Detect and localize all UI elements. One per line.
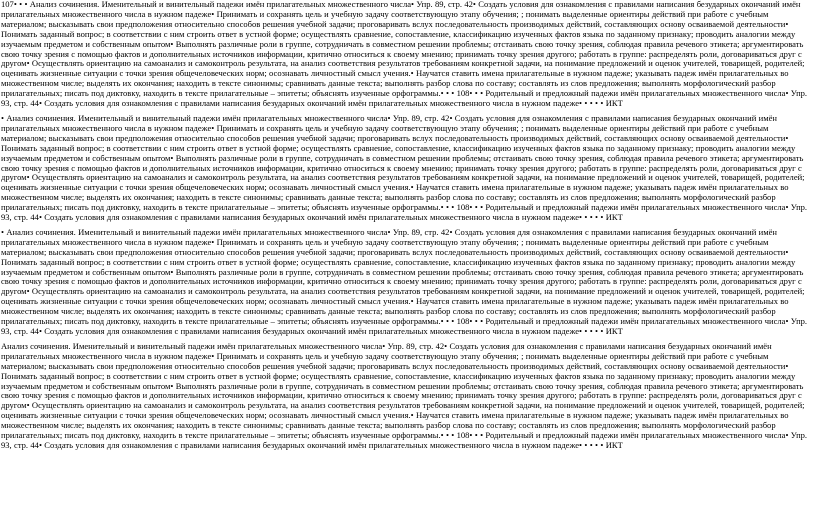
text-block-4: Анализ сочинения. Именительный и винительный падежи имён прилагательных множественного числа• Упр. 89, стр. 42• Создать условия для ознакомления с правилами написания безударных окончаний имён прилагательных множественного числа в нужном падеже• Принимать и сохранять цель и учебную задачу соответствующую этапу обучения; ; понимать выделенные ориентиры действий при работе с учебным материалом; высказывать свои предположения относительно способов решения учебной задачи; проговаривать вслух последовательность производимых действий, составляющих основу осваиваемой деятельности• Понимать заданный вопрос; в соответствии с ним строить ответ в устной форме; осуществлять сравнение, сопоставление, классификацию изученных фактов языка по заданному признаку; проводить аналогии между изучаемым предметом и собственным опытом• Выполнять различные роли в группе, сотрудничать в совместном решении проблемы; отстаивать свою точку зрения, соблюдая правила речевого этикета; аргументировать свою точку зрения с помощью фактов и дополнительных источников информации, критично относиться к своему мнению; принимать точку зрения другого; работать в группе: распределять роли, договариваться друг с другом• Осуществлять ориентацию на самоанализ и самоконтроль результата, на анализ соответствия результатов требованиям конкретной задачи, на понимание предложений и оценок учителей, товарищей, родителей; оценивать жизненные ситуации с точки зрения общечеловеческих норм; осознавать личностный смысл учения.• Научатся ставить имена прилагательные в нужном падеже; указывать падеж имён прилагательных во множественном числе; выделять их окончания; находить в тексте синонимы; сравнивать данные текста; выполнять разбор слова по составу; составлять из слов предложения; выполнять морфологический разбор прилагательных; писать под диктовку, находить в тексте прилагательные – эпитеты; объяснять изученные орфограммы.• • • 108• • • Родительный и предложный падежи имён прилагательных множественного числа• Упр. 93, стр. 44• Создать условия для ознакомления с правилами написания безударных окончаний имён прилагательных множественного числа в нужном падеже• • • • • ИКТ <box>1 340 808 450</box>
text-block-1: 107• • • Анализ сочинения. Именительный и винительный падежи имён прилагательных множественного числа• Упр. 89, стр. 42• Создать условия для ознакомления с правилами написания безударных окончаний имён прилагательных множественного числа в нужном падеже• Принимать и сохранять цель и учебную задачу соответствующую этапу обучения; ; понимать выделенные ориентиры действий при работе с учебным материалом; высказывать свои предположения относительно способов решения учебной задачи; проговаривать вслух последовательность производимых действий, составляющих основу осваиваемой деятельности• Понимать заданный вопрос; в соответствии с ним строить ответ в устной форме; осуществлять сравнение, сопоставление, классификацию изученных фактов языка по заданному признаку; проводить аналогии между изучаемым предметом и собственным опытом• Выполнять различные роли в группе, сотрудничать в совместном решении проблемы; отстаивать свою точку зрения, соблюдая правила речевого этикета; аргументировать свою точку зрения с помощью фактов и дополнительных источников информации, критично относиться к своему мнению; принимать точку зрения другого; работать в группе: распределять роли, договариваться друг с другом• Осуществлять ориентацию на самоанализ и самоконтроль результата, на анализ соответствия результатов требованиям конкретной задачи, на понимание предложений и оценок учителей, товарищей, родителей; оценивать жизненные ситуации с точки зрения общечеловеческих норм; осознавать личностный смысл учения.• Научатся ставить имена прилагательные в нужном падеже; указывать падеж имён прилагательных во множественном числе; выделять их окончания; находить в тексте синонимы; сравнивать данные текста; выполнять разбор слова по составу; составлять из слов предложения; выполнять морфологический разбор прилагательных; писать под диктовку, находить в тексте прилагательные – эпитеты; объяснять изученные орфограммы.• • • 108• • • Родительный и предложный падежи имён прилагательных множественного числа• Упр. 93, стр. 44• Создать условия для ознакомления с правилами написания безударных окончаний имён прилагательных множественного числа в нужном падеже• • • • • ИКТ <box>1 0 808 109</box>
text-block-2: • Анализ сочинения. Именительный и винительный падежи имён прилагательных множественного числа• Упр. 89, стр. 42• Создать условия для ознакомления с правилами написания безударных окончаний имён прилагательных множественного числа в нужном падеже• Принимать и сохранять цель и учебную задачу соответствующую этапу обучения; ; понимать выделенные ориентиры действий при работе с учебным материалом; высказывать свои предположения относительно способов решения учебной задачи; проговаривать вслух последовательность производимых действий, составляющих основу осваиваемой деятельности• Понимать заданный вопрос; в соответствии с ним строить ответ в устной форме; осуществлять сравнение, сопоставление, классификацию изученных фактов языка по заданному признаку; проводить аналогии между изучаемым предметом и собственным опытом• Выполнять различные роли в группе, сотрудничать в совместном решении проблемы; отстаивать свою точку зрения, соблюдая правила речевого этикета; аргументировать свою точку зрения с помощью фактов и дополнительных источников информации, критично относиться к своему мнению; принимать точку зрения другого; работать в группе: распределять роли, договариваться друг с другом• Осуществлять ориентацию на самоанализ и самоконтроль результата, на анализ соответствия результатов требованиям конкретной задачи, на понимание предложений и оценок учителей, товарищей, родителей; оценивать жизненные ситуации с точки зрения общечеловеческих норм; осознавать личностный смысл учения.• Научатся ставить имена прилагательные в нужном падеже; указывать падеж имён прилагательных во множественном числе; выделять их окончания; находить в тексте синонимы; сравнивать данные текста; выполнять разбор слова по составу; составлять из слов предложения; выполнять морфологический разбор прилагательных; писать под диктовку, находить в тексте прилагательные – эпитеты; объяснять изученные орфограммы.• • • 108• • • Родительный и предложный падежи имён прилагательных множественного числа• Упр. 93, стр. 44• Создать условия для ознакомления с правилами написания безударных окончаний имён прилагательных множественного числа в нужном падеже• • • • • ИКТ <box>1 112 808 223</box>
text-block-3: • Анализ сочинения. Именительный и винительный падежи имён прилагательных множественного числа• Упр. 89, стр. 42• Создать условия для ознакомления с правилами написания безударных окончаний имён прилагательных множественного числа в нужном падеже• Принимать и сохранять цель и учебную задачу соответствующую этапу обучения; ; понимать выделенные ориентиры действий при работе с учебным материалом; высказывать свои предположения относительно способов решения учебной задачи; проговаривать вслух последовательность производимых действий, составляющих основу осваиваемой деятельности• Понимать заданный вопрос; в соответствии с ним строить ответ в устной форме; осуществлять сравнение, сопоставление, классификацию изученных фактов языка по заданному признаку; проводить аналогии между изучаемым предметом и собственным опытом• Выполнять различные роли в группе, сотрудничать в совместном решении проблемы; отстаивать свою точку зрения, соблюдая правила речевого этикета; аргументировать свою точку зрения с помощью фактов и дополнительных источников информации, критично относиться к своему мнению; принимать точку зрения другого; работать в группе: распределять роли, договариваться друг с другом• Осуществлять ориентацию на самоанализ и самоконтроль результата, на анализ соответствия результатов требованиям конкретной задачи, на понимание предложений и оценок учителей, товарищей, родителей; оценивать жизненные ситуации с точки зрения общечеловеческих норм; осознавать личностный смысл учения.• Научатся ставить имена прилагательные в нужном падеже; указывать падеж имён прилагательных во множественном числе; выделять их окончания; находить в тексте синонимы; сравнивать данные текста; выполнять разбор слова по составу; составлять из слов предложения; выполнять морфологический разбор прилагательных; писать под диктовку, находить в тексте прилагательные – эпитеты; объяснять изученные орфограммы.• • • 108• • • Родительный и предложный падежи имён прилагательных множественного числа• Упр. 93, стр. 44• Создать условия для ознакомления с правилами написания безударных окончаний имён прилагательных множественного числа в нужном падеже• • • • • ИКТ <box>1 226 808 336</box>
